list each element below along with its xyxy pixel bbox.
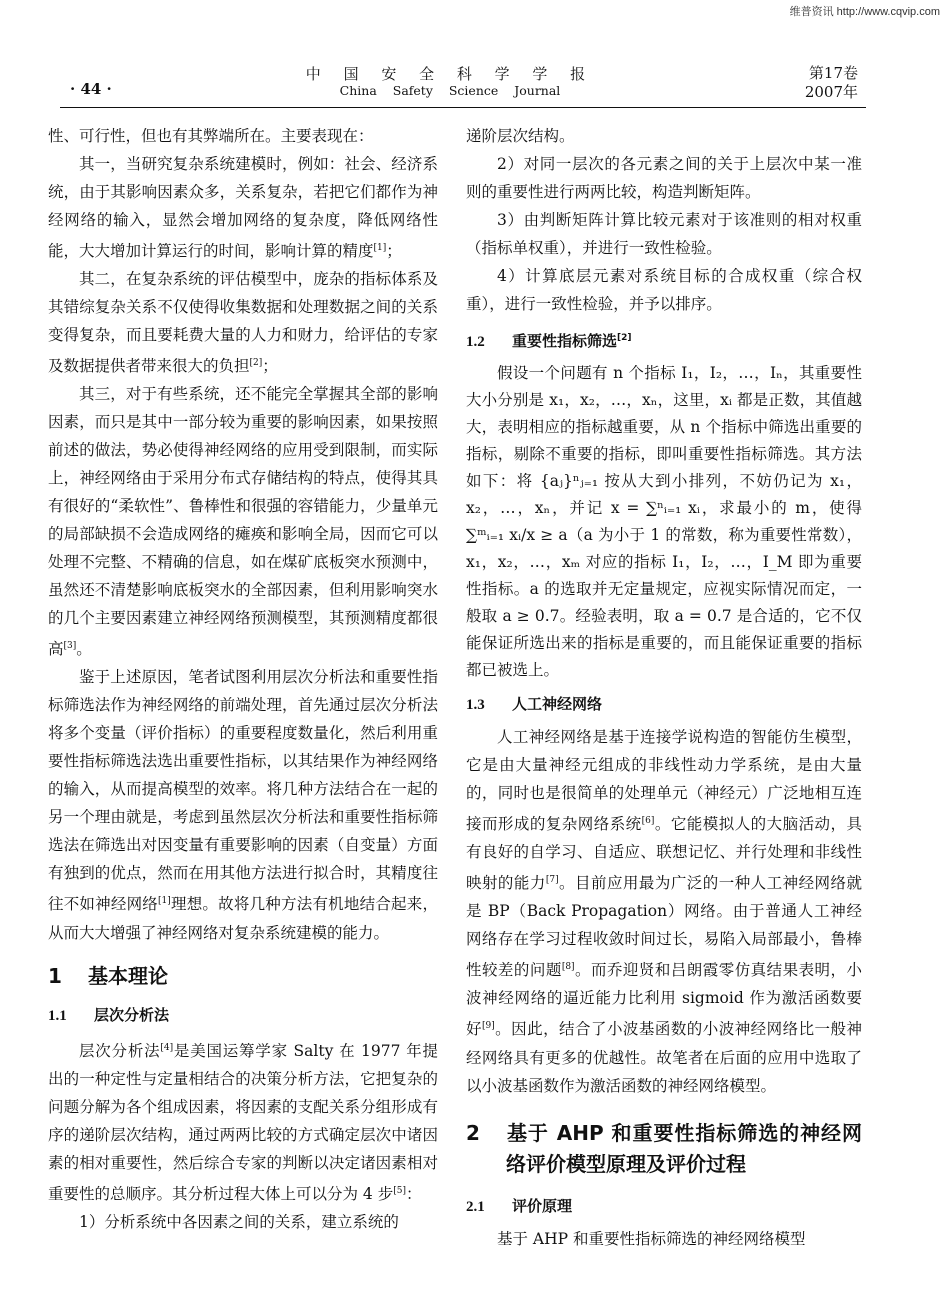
citation: [2] (249, 358, 263, 369)
section-heading: 2 基于 AHP 和重要性指标筛选的神经网络评价模型原理及评价过程 (466, 1120, 862, 1176)
citation: [4] (160, 1042, 174, 1053)
citation: [1] (373, 243, 387, 253)
volume-number: 第17卷 (808, 64, 858, 82)
volume-year: 2007年 (804, 83, 858, 101)
paragraph: 递阶层次结构。 (466, 127, 575, 145)
paragraph: 2）对同一层次的各元素之间的关于上层次中某一准则的重要性进行两两比较，构造判断矩阵。 (466, 155, 862, 201)
paragraph: 4）计算底层元素对系统目标的合成权重（综合权重），进行一致性检验，并予以排序。 (466, 267, 862, 313)
subsection-heading: 1.3 人工神经网络 (466, 695, 603, 713)
paragraph: 1）分析系统中各因素之间的关系，建立系统的 (79, 1212, 399, 1231)
section-heading: 1 基本理论 (48, 963, 168, 988)
paragraph: 假设一个问题有 n 个指标 I₁，I₂，…，Iₙ，其重要性大小分别是 x₁，x₂，…，xₙ，这里，xᵢ 都是正数，其值越大，表明相应的指标越重要，从 n 个指标中筛选出重要的指标，剔除不重要的指标，即叫重要性指标筛选。其方法如下：将 {aⱼ}ⁿⱼ₌₁ 按从大到小排列，不妨仍记为 x₁，x₂，…，xₙ，并记 x = ∑ⁿᵢ₌₁ xᵢ，求最小的 m，使得 ∑ᵐᵢ₌₁ xᵢ/x ≥ a（a 为小于 1 的常数，称为重要性常数），x₁，x₂，…，xₘ 对应的指标 I₁，I₂，…，I_M 即为重要性指标。a 的选取并无定量规定，应视实际情况而定，一般取 a ≥ 0.7。经验表明，取 a = 0.7 是合适的，它不仅能保证所选出来的指标是重要的，而且能保证重要的指标都已被选上。 (466, 364, 862, 679)
paragraph: 其一，当研究复杂系统建模时，例如：社会、经济系统，由于其影响因素众多，关系复杂，若把它们都作为神经网络的输入，显然会增加网络的复杂度，降低网络性能，大大增加计算运行的时间，影响计算的精度[1]； (48, 155, 438, 261)
volume-info (805, 64, 858, 102)
citation: [7] (545, 875, 559, 886)
page-number: · 44 · (70, 80, 112, 98)
subsection-heading: 2.1 评价原理 (466, 1196, 573, 1215)
paragraph: 3）由判断矩阵计算比较元素对于该准则的相对权重（指标单权重），并进行一致性检验。 (466, 211, 862, 257)
subsection-heading: 1.2 重要性指标筛选[2] (466, 332, 632, 350)
right-column (466, 122, 862, 1253)
journal-title-en: China Safety Science Journal (339, 83, 561, 98)
citation: [6] (641, 816, 655, 826)
paragraph: 层次分析法[4]是美国运筹学家 Salty 在 1977 年提出的一种定性与定量相结合的决策分析方法，它把复杂的问题分解为各个组成因素，将因素的支配关系分组形成有序的递阶层次结构，通过两两比较的方式确定层次中诸因素的相对重要性，然后综合专家的判断以决定诸因素相对重要性的总顺序。其分析过程大体上可以分为 4 步[5]： (48, 1041, 438, 1203)
citation: [9] (481, 1021, 495, 1032)
paragraph: 基于 AHP 和重要性指标筛选的神经网络模型 (497, 1229, 806, 1248)
paragraph: 性、可行性，但也有其弊端所在。主要表现在： (48, 127, 374, 145)
citation: [1] (158, 896, 171, 907)
citation: [5] (393, 1185, 406, 1196)
journal-title-cn: 中 国 安 全 科 学 学 报 (305, 65, 595, 83)
citation: [3] (63, 641, 77, 652)
paragraph: 其三，对于有些系统，还不能完全掌握其全部的影响因素，而只是其中一部分较为重要的影响因素，如果按照前述的做法，势必使得神经网络的应用受到限制，而实际上，神经网络由于采用分布式存储结构的特点，使得其具有很好的“柔软性”、鲁棒性和很强的容错能力，少量单元的局部缺损不会造成网络的瘫痪和影响全局，因而它可以处理不完整、不精确的信息，如在煤矿底板突水预测中，虽然还不清楚影响底板突水的全部因素，但利用影响突水的几个主要因素建立神经网络预测模型，其预测精度都很高[3]。 (48, 385, 438, 659)
paragraph: 其二，在复杂系统的评估模型中，庞杂的指标体系及其错综复杂关系不仅使得收集数据和处理数据之间的关系变得复杂，而且要耗费大量的人力和财力，给评估的专家及数据提供者带来很大的负担[2]； (48, 270, 438, 376)
paragraph: 鉴于上述原因，笔者试图利用层次分析法和重要性指标筛选法作为神经网络的前端处理，首先通过层次分析法将多个变量（评价指标）的重要程度数量化，然后利用重要性指标筛选法选出重要性指标，以其结果作为神经网络的输入，从而提高模型的效率。将几种方法结合在一起的另一个理由就是，考虑到虽然层次分析法和重要性指标筛选法在筛选出对因变量有重要影响的因素（自变量）方面有独到的优点，然而在用其他方法进行拟合时，其精度往往不如神经网络[1]理想。故将几种方法有机地结合起来，从而大大增强了神经网络对复杂系统建模的能力。 (48, 668, 438, 942)
citation: [2] (617, 333, 632, 343)
paragraph: 人工神经网络是基于连接学说构造的智能仿生模型，它是由大量神经元组成的非线性动力学系统，是由大量的，同时也是很简单的处理单元（神经元）广泛地相互连接而形成的复杂网络系统[6]。它能模拟人的大脑活动，具有良好的自学习、自适应、联想记忆、并行处理和非线性映射的能力[7]。目前应用最为广泛的一种人工神经网络就是 BP（Back Propagation）网络。由于普通人工神经网络存在学习过程收敛时间过长，易陷入局部最小，鲁棒性较差的问题[8]。而乔迎贤和吕朗霞零仿真结果表明，小波神经网络的逼近能力比利用 sigmoid 作为激活函数要好[9]。因此，结合了小波基函数的小波神经网络比一般神经网络具有更多的优越性。故笔者在后面的应用中选取了以小波基函数作为激活函数的神经网络模型。 (466, 728, 862, 1095)
citation: [8] (561, 962, 575, 973)
watermark: 维普资讯 http://www.cqvip.com (789, 6, 940, 18)
subsection-heading: 1.1 层次分析法 (48, 1005, 170, 1024)
header-rule (60, 107, 866, 108)
left-column (48, 122, 438, 1236)
